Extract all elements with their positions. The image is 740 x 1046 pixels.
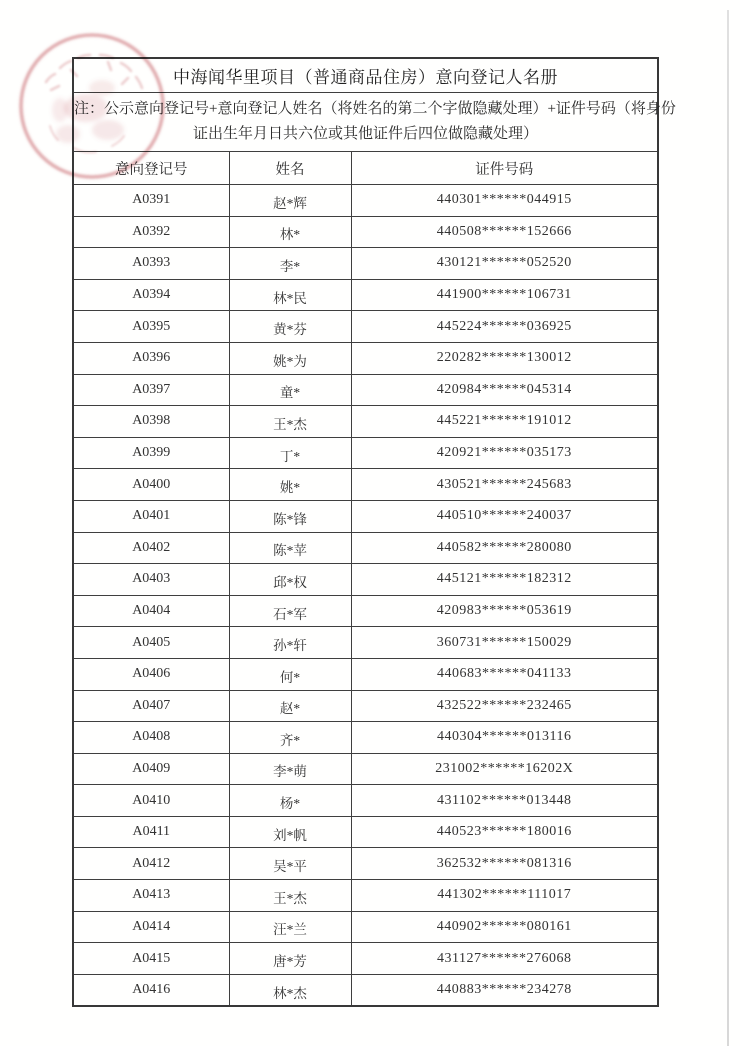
- name-cell: 何*: [229, 658, 351, 690]
- name-cell: 汪*兰: [229, 911, 351, 943]
- table-row: [73, 279, 658, 311]
- scan-page-edge-line: [727, 10, 729, 1046]
- privacy-note-line1: 注：公示意向登记号+意向登记人姓名（将姓名的第二个字做隐藏处理）+证件号码（将身份: [74, 101, 676, 118]
- registration-id-cell: A0401: [73, 500, 229, 532]
- registration-id-cell: A0413: [73, 880, 229, 912]
- name-cell: 林*民: [229, 279, 351, 311]
- cert-number-cell: 440683******041133: [351, 658, 658, 690]
- name-cell: 孙*轩: [229, 627, 351, 659]
- cert-number-cell: 440301******044915: [351, 185, 658, 217]
- table-row: [73, 216, 658, 248]
- registration-id-cell: A0414: [73, 911, 229, 943]
- cert-number-cell: 441302******111017: [351, 880, 658, 912]
- table-row: [73, 248, 658, 280]
- name-cell: 李*: [229, 248, 351, 280]
- registration-id-cell: A0397: [73, 374, 229, 406]
- privacy-note-line2: 证出生年月日共六位或其他证件后四位做隐藏处理）: [192, 126, 538, 142]
- cert-number-cell: 440523******180016: [351, 816, 658, 848]
- header-registration-id: 意向登记号: [73, 152, 229, 185]
- cert-number-cell: 445224******036925: [351, 311, 658, 343]
- cert-number-cell: 440902******080161: [351, 911, 658, 943]
- registration-id-cell: A0407: [73, 690, 229, 722]
- table-row: [73, 690, 658, 722]
- table-row: [73, 722, 658, 754]
- name-cell: 刘*帆: [229, 816, 351, 848]
- cert-number-cell: 432522******232465: [351, 690, 658, 722]
- cert-number-cell: 431102******013448: [351, 785, 658, 817]
- registration-id-cell: A0416: [73, 974, 229, 1006]
- name-cell: 姚*: [229, 469, 351, 501]
- name-cell: 丁*: [229, 437, 351, 469]
- table-row: [73, 911, 658, 943]
- registration-id-cell: A0393: [73, 248, 229, 280]
- name-cell: 林*杰: [229, 974, 351, 1006]
- title-row: [73, 58, 658, 93]
- name-cell: 杨*: [229, 785, 351, 817]
- table-row: [73, 437, 658, 469]
- name-cell: 林*: [229, 216, 351, 248]
- name-cell: 陈*苹: [229, 532, 351, 564]
- cert-number-cell: 440883******234278: [351, 974, 658, 1006]
- name-cell: 赵*辉: [229, 185, 351, 217]
- name-cell: 王*杰: [229, 406, 351, 438]
- table-row: [73, 406, 658, 438]
- table-row: [73, 469, 658, 501]
- cert-number-cell: 440582******280080: [351, 532, 658, 564]
- table-row: [73, 311, 658, 343]
- cert-number-cell: 445121******182312: [351, 564, 658, 596]
- registration-id-cell: A0395: [73, 311, 229, 343]
- table-row: [73, 185, 658, 217]
- registrants-table: [72, 57, 676, 1007]
- note-row: [73, 93, 658, 152]
- name-cell: 邱*权: [229, 564, 351, 596]
- name-cell: 石*军: [229, 595, 351, 627]
- registration-id-cell: A0391: [73, 185, 229, 217]
- cert-number-cell: 362532******081316: [351, 848, 658, 880]
- cert-number-cell: 440508******152666: [351, 216, 658, 248]
- name-cell: 陈*锋: [229, 500, 351, 532]
- cert-number-cell: 440304******013116: [351, 722, 658, 754]
- privacy-note: [73, 93, 676, 152]
- table-row: [73, 564, 658, 596]
- cert-number-cell: 231002******16202X: [351, 753, 658, 785]
- cert-number-cell: 441900******106731: [351, 279, 658, 311]
- registration-id-cell: A0411: [73, 816, 229, 848]
- table-header-row: [73, 152, 658, 185]
- header-name: 姓名: [229, 152, 351, 185]
- table-row: [73, 816, 658, 848]
- registration-id-cell: A0404: [73, 595, 229, 627]
- table-row: [73, 974, 658, 1006]
- cert-number-cell: 360731******150029: [351, 627, 658, 659]
- name-cell: 姚*为: [229, 342, 351, 374]
- name-cell: 赵*: [229, 690, 351, 722]
- table-row: [73, 627, 658, 659]
- name-cell: 童*: [229, 374, 351, 406]
- cert-number-cell: 430121******052520: [351, 248, 658, 280]
- registration-id-cell: A0408: [73, 722, 229, 754]
- cert-number-cell: 431127******276068: [351, 943, 658, 975]
- table-row: [73, 595, 658, 627]
- cert-number-cell: 420984******045314: [351, 374, 658, 406]
- name-cell: 黄*芬: [229, 311, 351, 343]
- cert-number-cell: 430521******245683: [351, 469, 658, 501]
- table-row: [73, 342, 658, 374]
- registration-id-cell: A0394: [73, 279, 229, 311]
- registration-id-cell: A0396: [73, 342, 229, 374]
- table-row: [73, 532, 658, 564]
- name-cell: 唐*芳: [229, 943, 351, 975]
- cert-number-cell: 445221******191012: [351, 406, 658, 438]
- table-row: [73, 500, 658, 532]
- table-row: [73, 880, 658, 912]
- name-cell: 李*萌: [229, 753, 351, 785]
- registration-id-cell: A0409: [73, 753, 229, 785]
- registration-id-cell: A0403: [73, 564, 229, 596]
- registration-id-cell: A0406: [73, 658, 229, 690]
- registration-id-cell: A0410: [73, 785, 229, 817]
- document-title: 中海闻华里项目（普通商品住房）意向登记人名册: [73, 58, 658, 93]
- cert-number-cell: 220282******130012: [351, 342, 658, 374]
- registration-id-cell: A0400: [73, 469, 229, 501]
- name-cell: 吴*平: [229, 848, 351, 880]
- registration-id-cell: A0392: [73, 216, 229, 248]
- cert-number-cell: 420983******053619: [351, 595, 658, 627]
- table-row: [73, 753, 658, 785]
- table-row: [73, 943, 658, 975]
- table-row: [73, 658, 658, 690]
- table-row: [73, 848, 658, 880]
- registration-id-cell: A0398: [73, 406, 229, 438]
- header-cert-number: 证件号码: [351, 152, 658, 185]
- registration-id-cell: A0412: [73, 848, 229, 880]
- registrants-table-body: [73, 185, 658, 1007]
- cert-number-cell: 440510******240037: [351, 500, 658, 532]
- table-row: [73, 785, 658, 817]
- registration-id-cell: A0399: [73, 437, 229, 469]
- name-cell: 齐*: [229, 722, 351, 754]
- registration-id-cell: A0402: [73, 532, 229, 564]
- cert-number-cell: 420921******035173: [351, 437, 658, 469]
- registration-id-cell: A0415: [73, 943, 229, 975]
- name-cell: 王*杰: [229, 880, 351, 912]
- table-row: [73, 374, 658, 406]
- registration-id-cell: A0405: [73, 627, 229, 659]
